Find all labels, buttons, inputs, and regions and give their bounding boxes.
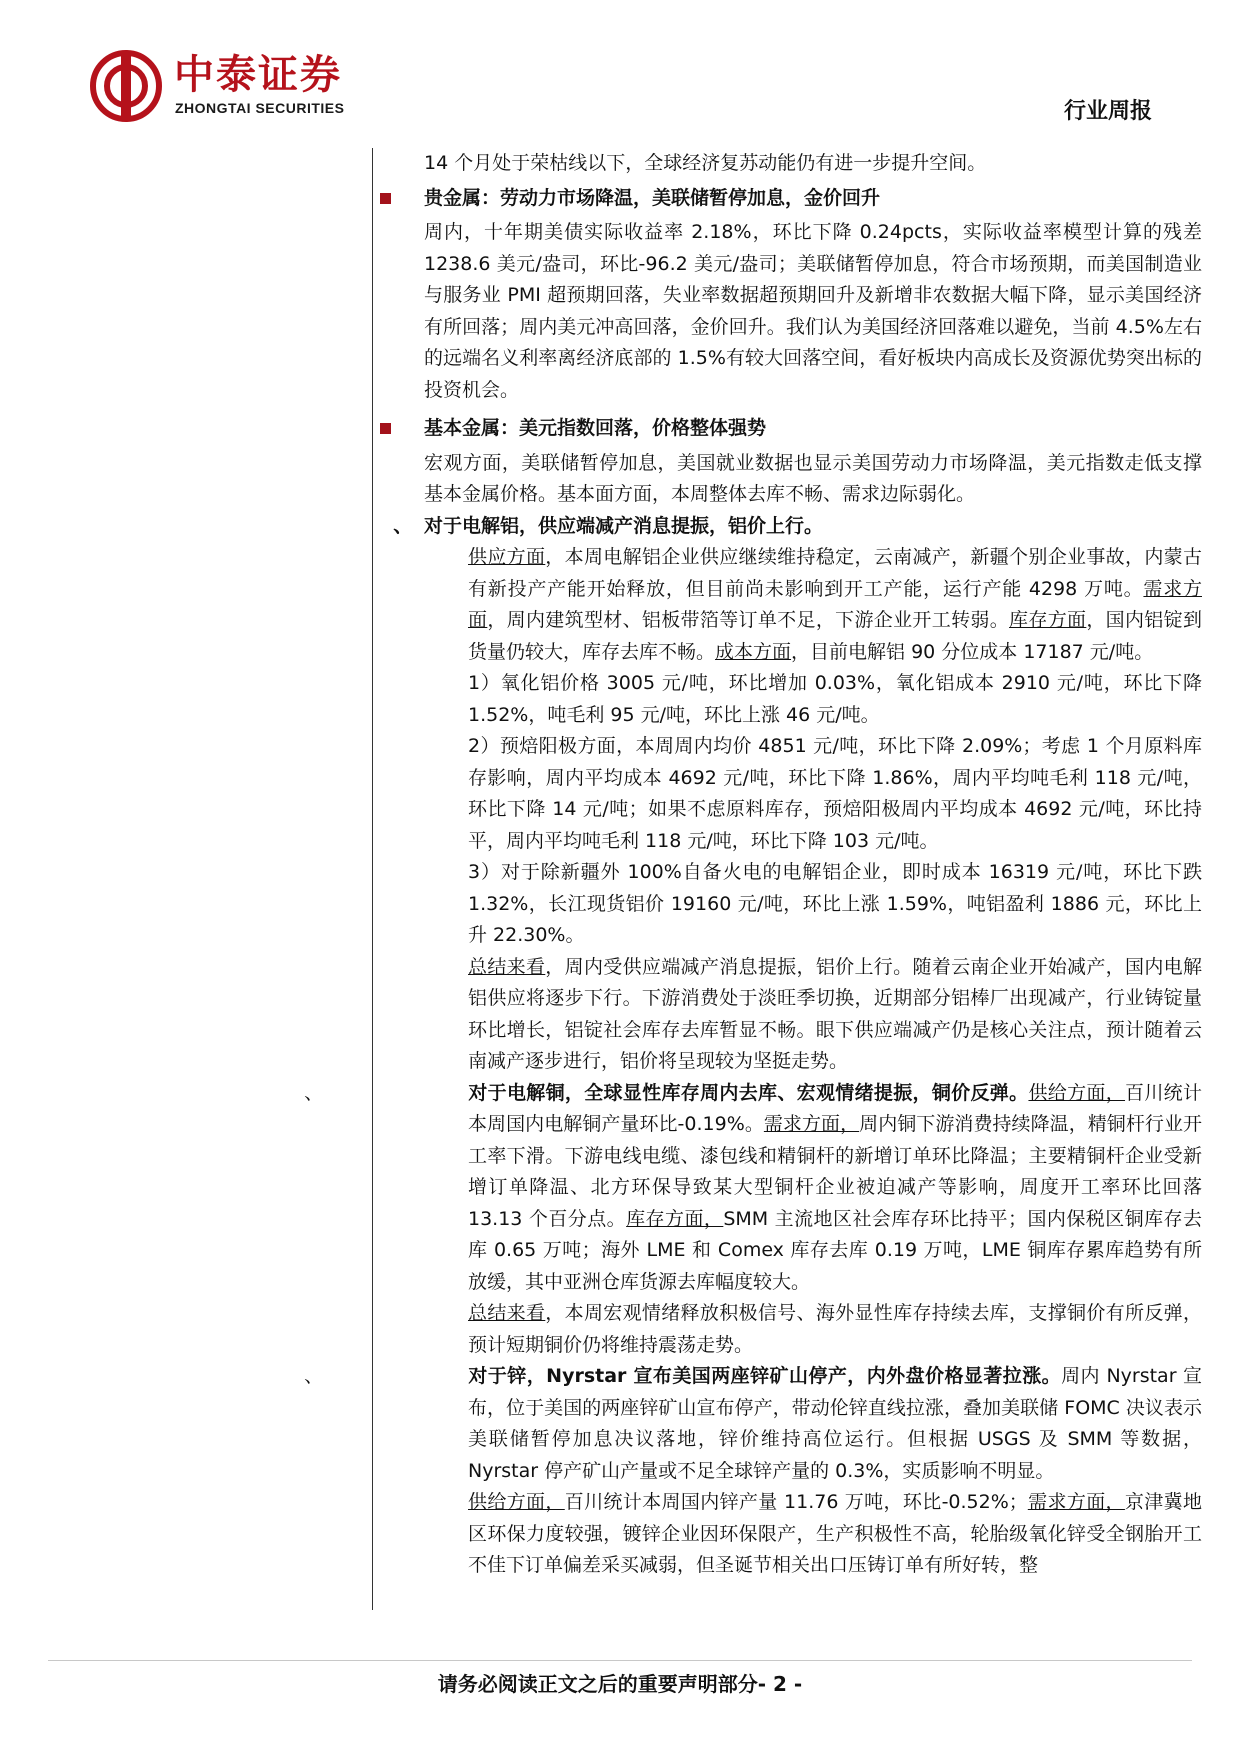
summary-label: 总结来看 bbox=[468, 955, 546, 978]
cost-label: 成本方面 bbox=[715, 640, 792, 663]
inventory-label: 库存方面， bbox=[626, 1207, 724, 1230]
aluminum-fundamentals-paragraph: 供应方面，本周电解铝企业供应继续维持稳定，云南减产，新疆个别企业事故，内蒙古有新投产产能开始释放，但目前尚未影响到开工产能，运行产能 4298 万吨。需求方面，周内建筑型材、铝板带箔等订单不足，下游企业开工转弱。库存方面，国内铝锭到货量仍较大，库存去库不畅。成本方面，目前电解铝 90 分位成本 17187 元/吨。 bbox=[468, 546, 1202, 663]
footer-divider bbox=[48, 1660, 1192, 1661]
brand-name-en: ZHONGTAI SECURITIES bbox=[175, 100, 345, 116]
square-bullet-icon bbox=[380, 423, 391, 434]
content-divider bbox=[372, 148, 373, 1610]
supply-label: 供应方面 bbox=[468, 546, 546, 568]
report-body bbox=[292, 148, 1203, 1582]
supply-label: 供给方面， bbox=[1028, 1081, 1126, 1104]
copper-heading: 对于电解铜，全球显性库存周内去库、宏观情绪提振，铜价反弹。 bbox=[468, 1081, 1029, 1104]
anode-item: 2）预焙阳极方面，本周周内均价 4851 元/吨，环比下降 2.09%；考虑 1 个月原料库存影响，周内平均成本 4692 元/吨，环比下降 1.86%，周内平均吨毛利 118 元/吨，环比下降 14 元/吨；如果不虑原料库存，预焙阳极周内平均成本 4692 元/吨，环比持平，周内平均吨毛利 118 元/吨，环比下降 103 元/吨。 bbox=[468, 735, 1202, 852]
zinc-heading: 对于锌，Nyrstar 宣布美国两座锌矿山停产，内外盘价格显著拉涨。 bbox=[468, 1365, 1062, 1387]
alumina-item: 1）氧化铝价格 3005 元/吨，环比增加 0.03%，氧化铝成本 2910 元/吨，环比下降 1.52%，吨毛利 95 元/吨，环比上涨 46 元/吨。 bbox=[468, 672, 1202, 726]
smelter-profit-item: 3）对于除新疆外 100%自备火电的电解铝企业，即时成本 16319 元/吨，环比下跌 1.32%，长江现货铝价 19160 元/吨，环比上涨 1.59%，吨铝盈利 1886 元，环比上升 22.30%。 bbox=[468, 861, 1202, 946]
bullet-comma-icon: 、 bbox=[292, 1081, 324, 1104]
disclaimer-notice: 请务必阅读正文之后的重要声明部分 bbox=[437, 1672, 758, 1696]
zhongtai-logo-icon bbox=[90, 50, 162, 122]
brand-name-cn: 中泰证券 bbox=[174, 52, 342, 98]
summary-label: 总结来看 bbox=[468, 1302, 546, 1324]
intro-continuation: 14 个月处于荣枯线以下，全球经济复苏动能仍有进一步提升空间。 bbox=[424, 152, 987, 174]
aluminum-heading: 、 对于电解铝，供应端减产消息提振，铝价上行。 bbox=[380, 511, 1202, 543]
demand-label: 需求方面， bbox=[1027, 1491, 1125, 1513]
aluminum-summary: 总结来看，周内受供应端减产消息提振，铝价上行。随着云南企业开始减产，国内电解铝供应将逐步下行。下游消费处于淡旺季切换，近期部分铝棒厂出现减产，行业铸锭量环比增长，铝锭社会库存去库暂显不畅。眼下供应端减产仍是核心关注点，预计随着云南减产逐步进行，铝价将呈现较为坚挺走势。 bbox=[468, 955, 1202, 1072]
section-heading-base-metals bbox=[380, 413, 1202, 445]
zinc-fundamentals: 供给方面，百川统计本周国内锌产量 11.76 万吨，环比-0.52%；需求方面，京津冀地区环保力度较强，镀锌企业因环保限产，生产积极性不高，轮胎级氧化锌受全钢胎开工不佳下订单偏差采买减弱，但圣诞节相关出口压铸订单有所好转，整 bbox=[468, 1491, 1202, 1576]
inventory-label: 库存方面 bbox=[1009, 609, 1087, 631]
zinc-paragraph: 、 对于锌，Nyrstar 宣布美国两座锌矿山停产，内外盘价格显著拉涨。周内 Nyrstar 宣布，位于美国的两座锌矿山宣布停产，带动伦锌直线拉涨，叠加美联储 FOMC 决议表示美联储暂停加息决议落地，锌价维持高位运行。但根据 USGS 及 SMM 等数据，Nyrstar 停产矿山产量或不足全球锌产量的 0.3%，实质影响不明显。 bbox=[380, 1361, 1202, 1487]
section-title: 贵金属：劳动力市场降温，美联储暂停加息，金价回升 bbox=[424, 186, 881, 209]
section-title: 基本金属：美元指数回落，价格整体强势 bbox=[424, 417, 767, 439]
demand-label: 需求方面， bbox=[763, 1113, 860, 1135]
section-heading-precious-metals bbox=[380, 183, 1202, 215]
square-bullet-icon bbox=[380, 193, 391, 204]
precious-metals-paragraph: 周内，十年期美债实际收益率 2.18%，环比下降 0.24pcts，实际收益率模型计算的残差 1238.6 美元/盎司，环比-96.2 美元/盎司；美联储暂停加息，符合市场预期，而美国制造业与服务业 PMI 超预期回落，失业率数据超预期回升及新增非农数据大幅下降，显示美国经济有所回落；周内美元冲高回落，金价回升。我们认为美国经济回落难以避免，当前 4.5%左右的远端名义利率离经济底部的 1.5%有较大回落空间，看好板块内高成长及资源优势突出标的投资机会。 bbox=[424, 221, 1202, 401]
bullet-comma-icon: 、 bbox=[380, 514, 413, 537]
base-metals-paragraph: 宏观方面，美联储暂停加息，美国就业数据也显示美国劳动力市场降温，美元指数走低支撑基本金属价格。基本面方面，本周整体去库不畅、需求边际弱化。 bbox=[424, 451, 1202, 505]
page-number: - 2 - bbox=[757, 1672, 803, 1696]
copper-paragraph: 、 对于电解铜，全球显性库存周内去库、宏观情绪提振，铜价反弹。供给方面，百川统计本周国内电解铜产量环比-0.19%。需求方面，周内铜下游消费持续降温，精铜杆行业开工率下滑。下游电线电缆、漆包线和精铜杆的新增订单环比降温；主要精铜杆企业受新增订单降温、北方环保导致某大型铜杆企业被迫减产等影响，周度开工率环比回落 13.13 个百分点。库存方面，SMM 主流地区社会库存环比持平；国内保税区铜库存去库 0.65 万吨；海外 LME 和 Comex 库存去库 0.19 万吨，LME 铜库存累库趋势有所放缓，其中亚洲仓库货源去库幅度较大。 bbox=[380, 1078, 1202, 1299]
supply-label: 供给方面， bbox=[468, 1491, 565, 1513]
report-type-label: 行业周报 bbox=[1063, 99, 1152, 124]
bullet-comma-icon: 、 bbox=[292, 1365, 324, 1387]
demand-label: 需求方面 bbox=[468, 577, 1202, 631]
copper-summary: 总结来看，本周宏观情绪释放积极信号、海外显性库存持续去库，支撑铜价有所反弹，预计短期铜价仍将维持震荡走势。 bbox=[468, 1302, 1202, 1356]
brand-logo bbox=[90, 50, 370, 122]
footer bbox=[0, 1668, 1240, 1697]
